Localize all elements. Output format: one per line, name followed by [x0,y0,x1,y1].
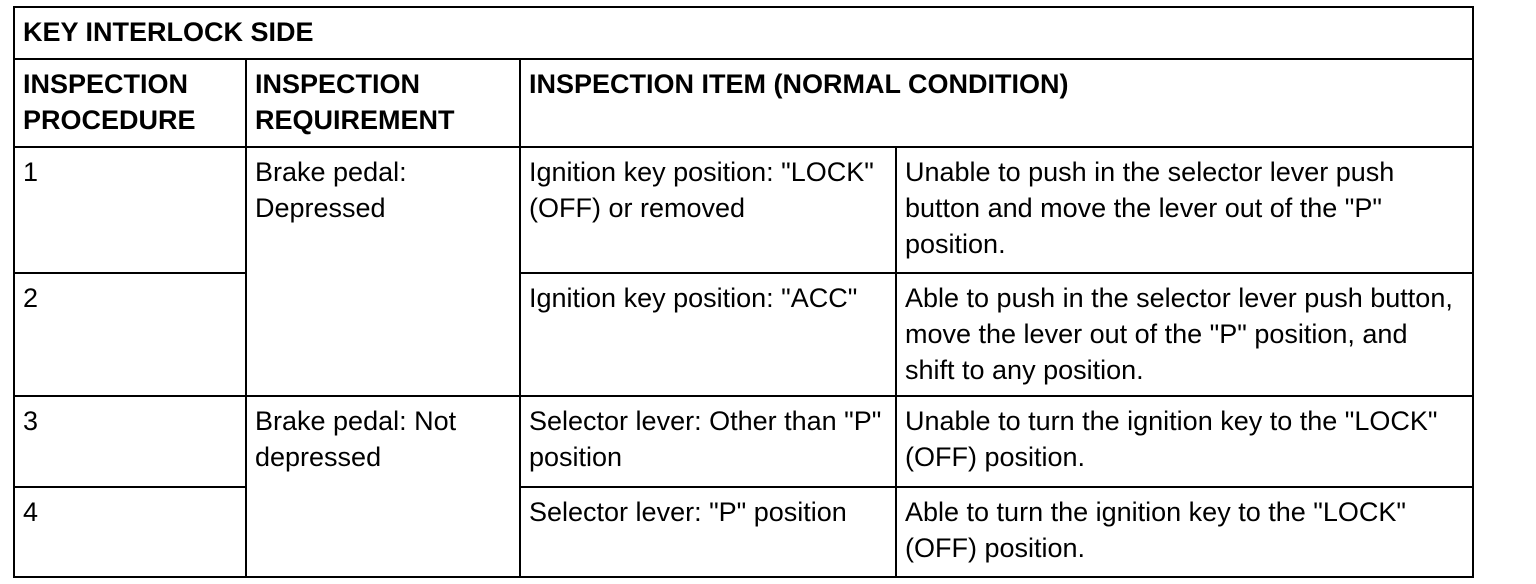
header-inspection-procedure: INSPECTION PROCEDURE [14,59,246,147]
procedure-cell: 2 [14,273,246,396]
condition-cell: Able to turn the ignition key to the "LOCK" (OFF) position. [896,487,1473,577]
requirement-cell: Brake pedal: Not depressed [246,396,520,577]
table-row [14,147,1473,273]
item-cell: Ignition key position: "LOCK" (OFF) or removed [520,147,896,273]
procedure-cell: 3 [14,396,246,487]
condition-cell: Able to push in the selector lever push button, move the lever out of the "P" position, and shift to any position. [896,273,1473,396]
table-row [14,396,1473,487]
table-row [14,273,1473,396]
condition-cell: Unable to push in the selector lever push button and move the lever out of the "P" position. [896,147,1473,273]
procedure-cell: 1 [14,147,246,273]
requirement-cell: Brake pedal: Depressed [246,147,520,396]
item-cell: Ignition key position: "ACC" [520,273,896,396]
procedure-cell: 4 [14,487,246,577]
item-cell: Selector lever: "P" position [520,487,896,577]
table-title: KEY INTERLOCK SIDE [14,7,1473,59]
table-row [14,487,1473,577]
condition-cell: Unable to turn the ignition key to the "LOCK" (OFF) position. [896,396,1473,487]
item-cell: Selector lever: Other than "P" position [520,396,896,487]
header-inspection-requirement: INSPECTION REQUIREMENT [246,59,520,147]
table-header-row [14,59,1473,147]
header-inspection-item: INSPECTION ITEM (NORMAL CONDITION) [520,59,1473,147]
key-interlock-table [13,6,1474,578]
table-title-row [14,7,1473,59]
